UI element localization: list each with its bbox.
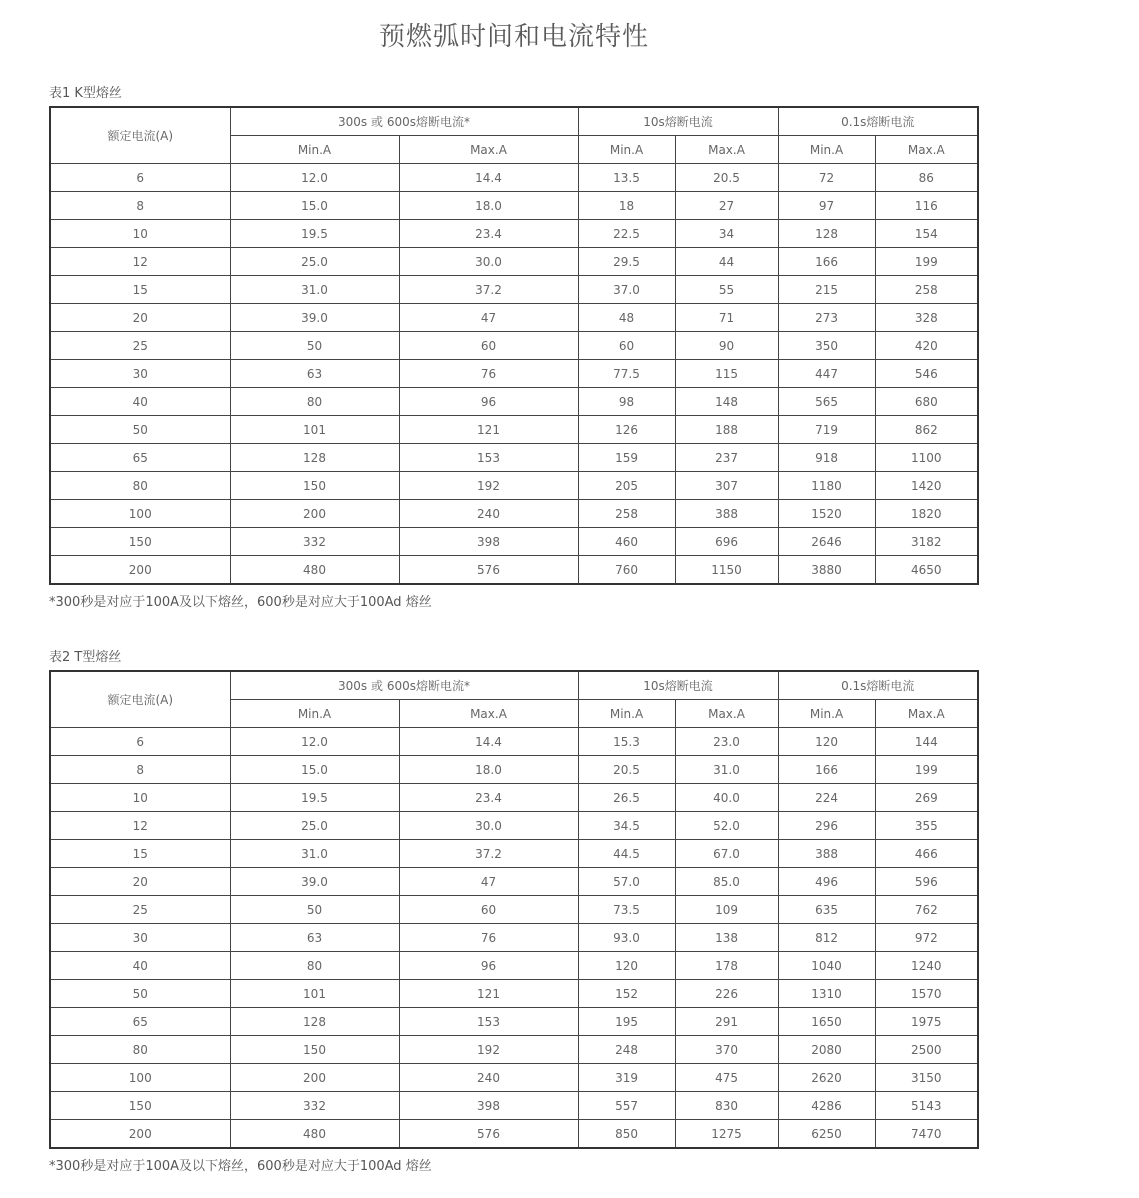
table-cell: 447 — [778, 360, 875, 388]
table-cell: 760 — [578, 556, 675, 585]
table-row — [50, 1036, 978, 1064]
table-cell: 47 — [399, 868, 578, 896]
table-cell: 150 — [230, 472, 399, 500]
header-rated-current: 额定电流(A) — [50, 671, 230, 728]
table-cell: 240 — [399, 500, 578, 528]
table-cell: 37.2 — [399, 276, 578, 304]
table-cell: 37.0 — [578, 276, 675, 304]
table-cell: 398 — [399, 528, 578, 556]
table-cell: 918 — [778, 444, 875, 472]
table-cell: 192 — [399, 472, 578, 500]
table-cell: 34 — [675, 220, 778, 248]
header-min: Min.A — [778, 136, 875, 164]
table-cell: 12.0 — [230, 164, 399, 192]
table-cell: 116 — [875, 192, 978, 220]
table-cell: 205 — [578, 472, 675, 500]
table-row — [50, 1120, 978, 1149]
table-cell: 388 — [675, 500, 778, 528]
table-cell: 60 — [399, 332, 578, 360]
table-cell: 812 — [778, 924, 875, 952]
table-cell: 67.0 — [675, 840, 778, 868]
table-cell: 332 — [230, 1092, 399, 1120]
table-cell: 12.0 — [230, 728, 399, 756]
table-cell: 166 — [778, 248, 875, 276]
table-cell: 98 — [578, 388, 675, 416]
table-cell: 635 — [778, 896, 875, 924]
header-01s-group: 0.1s熔断电流 — [778, 107, 978, 136]
table-cell: 1650 — [778, 1008, 875, 1036]
table-cell: 121 — [399, 980, 578, 1008]
table-cell: 144 — [875, 728, 978, 756]
table-cell: 65 — [50, 444, 230, 472]
table-caption-t: 表2 T型熔丝 — [49, 650, 122, 665]
table-cell: 15 — [50, 840, 230, 868]
table-cell: 3182 — [875, 528, 978, 556]
table-cell: 159 — [578, 444, 675, 472]
table-cell: 178 — [675, 952, 778, 980]
table-cell: 76 — [399, 924, 578, 952]
table-cell: 26.5 — [578, 784, 675, 812]
table-cell: 101 — [230, 980, 399, 1008]
table-cell: 8 — [50, 756, 230, 784]
table-cell: 138 — [675, 924, 778, 952]
table-cell: 596 — [875, 868, 978, 896]
table-cell: 154 — [875, 220, 978, 248]
table-cell: 18.0 — [399, 192, 578, 220]
table-row — [50, 1092, 978, 1120]
table-cell: 862 — [875, 416, 978, 444]
table-body — [50, 164, 978, 585]
table-cell: 37.2 — [399, 840, 578, 868]
table-cell: 18 — [578, 192, 675, 220]
table-cell: 248 — [578, 1036, 675, 1064]
header-max: Max.A — [875, 136, 978, 164]
table-footnote-t: *300秒是对应于100A及以下熔丝，600秒是对应大于100Ad 熔丝 — [49, 1159, 432, 1174]
table-cell: 6 — [50, 728, 230, 756]
table-cell: 199 — [875, 248, 978, 276]
table-cell: 44 — [675, 248, 778, 276]
table-cell: 332 — [230, 528, 399, 556]
table-cell: 370 — [675, 1036, 778, 1064]
table-cell: 121 — [399, 416, 578, 444]
table-cell: 200 — [50, 1120, 230, 1149]
table-cell: 150 — [50, 528, 230, 556]
table-cell: 1180 — [778, 472, 875, 500]
table-cell: 850 — [578, 1120, 675, 1149]
table-cell: 6 — [50, 164, 230, 192]
header-max: Max.A — [399, 136, 578, 164]
table-cell: 200 — [230, 1064, 399, 1092]
table-cell: 4286 — [778, 1092, 875, 1120]
table-cell: 65 — [50, 1008, 230, 1036]
table-cell: 31.0 — [230, 840, 399, 868]
table-cell: 14.4 — [399, 164, 578, 192]
table-cell: 72 — [778, 164, 875, 192]
table-cell: 63 — [230, 924, 399, 952]
header-300s-group: 300s 或 600s熔断电流* — [230, 671, 578, 700]
table-footnote-k: *300秒是对应于100A及以下熔丝，600秒是对应大于100Ad 熔丝 — [49, 595, 432, 610]
table-cell: 31.0 — [675, 756, 778, 784]
table-row — [50, 416, 978, 444]
table-cell: 1040 — [778, 952, 875, 980]
table-cell: 350 — [778, 332, 875, 360]
table-cell: 153 — [399, 1008, 578, 1036]
table-cell: 86 — [875, 164, 978, 192]
table-row — [50, 556, 978, 585]
table-cell: 3880 — [778, 556, 875, 585]
table-cell: 224 — [778, 784, 875, 812]
table-cell: 1240 — [875, 952, 978, 980]
table-cell: 355 — [875, 812, 978, 840]
header-300s-group: 300s 或 600s熔断电流* — [230, 107, 578, 136]
table-cell: 73.5 — [578, 896, 675, 924]
table-cell: 480 — [230, 1120, 399, 1149]
table-cell: 115 — [675, 360, 778, 388]
header-min: Min.A — [230, 136, 399, 164]
table-cell: 30.0 — [399, 248, 578, 276]
header-max: Max.A — [675, 700, 778, 728]
table-cell: 31.0 — [230, 276, 399, 304]
table-cell: 199 — [875, 756, 978, 784]
table-cell: 80 — [230, 388, 399, 416]
table-cell: 23.4 — [399, 784, 578, 812]
table-cell: 128 — [230, 444, 399, 472]
table-cell: 109 — [675, 896, 778, 924]
table-cell: 1420 — [875, 472, 978, 500]
header-min: Min.A — [578, 700, 675, 728]
table-cell: 2500 — [875, 1036, 978, 1064]
table-cell: 71 — [675, 304, 778, 332]
table-cell: 1570 — [875, 980, 978, 1008]
table-row — [50, 784, 978, 812]
table-cell: 80 — [50, 1036, 230, 1064]
table-cell: 20.5 — [578, 756, 675, 784]
table-row — [50, 868, 978, 896]
table-cell: 195 — [578, 1008, 675, 1036]
table-cell: 273 — [778, 304, 875, 332]
table-cell: 328 — [875, 304, 978, 332]
t-fuse-table — [49, 670, 979, 1149]
table-cell: 557 — [578, 1092, 675, 1120]
table-cell: 52.0 — [675, 812, 778, 840]
table-cell: 40 — [50, 952, 230, 980]
table-cell: 1150 — [675, 556, 778, 585]
table-cell: 30 — [50, 360, 230, 388]
header-rated-current: 额定电流(A) — [50, 107, 230, 164]
table-row — [50, 276, 978, 304]
table-cell: 128 — [230, 1008, 399, 1036]
table-cell: 150 — [50, 1092, 230, 1120]
table-cell: 23.4 — [399, 220, 578, 248]
table-cell: 126 — [578, 416, 675, 444]
table-row — [50, 728, 978, 756]
table-cell: 20 — [50, 304, 230, 332]
table-cell: 15.3 — [578, 728, 675, 756]
table-cell: 12 — [50, 812, 230, 840]
table-cell: 50 — [230, 896, 399, 924]
table-cell: 10 — [50, 220, 230, 248]
table-cell: 44.5 — [578, 840, 675, 868]
table-cell: 5143 — [875, 1092, 978, 1120]
table-cell: 576 — [399, 556, 578, 585]
table-cell: 96 — [399, 388, 578, 416]
table-cell: 388 — [778, 840, 875, 868]
table-cell: 150 — [230, 1036, 399, 1064]
table-cell: 200 — [230, 500, 399, 528]
table-cell: 55 — [675, 276, 778, 304]
table-cell: 100 — [50, 1064, 230, 1092]
table-cell: 15.0 — [230, 192, 399, 220]
table-row — [50, 220, 978, 248]
table-cell: 25 — [50, 332, 230, 360]
table-cell: 29.5 — [578, 248, 675, 276]
table-row — [50, 812, 978, 840]
table-cell: 48 — [578, 304, 675, 332]
table-cell: 475 — [675, 1064, 778, 1092]
table-cell: 258 — [578, 500, 675, 528]
table-row — [50, 952, 978, 980]
table-cell: 23.0 — [675, 728, 778, 756]
table-cell: 25.0 — [230, 812, 399, 840]
table-row — [50, 360, 978, 388]
table-cell: 2080 — [778, 1036, 875, 1064]
table-cell: 296 — [778, 812, 875, 840]
table-cell: 76 — [399, 360, 578, 388]
table-cell: 226 — [675, 980, 778, 1008]
table-cell: 100 — [50, 500, 230, 528]
table-cell: 6250 — [778, 1120, 875, 1149]
table-cell: 188 — [675, 416, 778, 444]
table-cell: 576 — [399, 1120, 578, 1149]
table-row — [50, 388, 978, 416]
table-row — [50, 164, 978, 192]
table-row — [50, 840, 978, 868]
table-cell: 215 — [778, 276, 875, 304]
header-min: Min.A — [578, 136, 675, 164]
table-cell: 50 — [50, 416, 230, 444]
header-min: Min.A — [778, 700, 875, 728]
table-cell: 101 — [230, 416, 399, 444]
table-body — [50, 728, 978, 1149]
table-cell: 192 — [399, 1036, 578, 1064]
table-cell: 148 — [675, 388, 778, 416]
table-cell: 258 — [875, 276, 978, 304]
table-cell: 27 — [675, 192, 778, 220]
table-cell: 269 — [875, 784, 978, 812]
table-cell: 496 — [778, 868, 875, 896]
table-cell: 1820 — [875, 500, 978, 528]
table-cell: 97 — [778, 192, 875, 220]
table-cell: 60 — [578, 332, 675, 360]
table-cell: 128 — [778, 220, 875, 248]
header-10s-group: 10s熔断电流 — [578, 671, 778, 700]
k-fuse-table — [49, 106, 979, 585]
table-cell: 19.5 — [230, 784, 399, 812]
table-cell: 3150 — [875, 1064, 978, 1092]
table-cell: 120 — [578, 952, 675, 980]
header-max: Max.A — [399, 700, 578, 728]
table-cell: 466 — [875, 840, 978, 868]
table-cell: 40.0 — [675, 784, 778, 812]
table-cell: 120 — [778, 728, 875, 756]
table-cell: 39.0 — [230, 304, 399, 332]
header-01s-group: 0.1s熔断电流 — [778, 671, 978, 700]
table-cell: 25.0 — [230, 248, 399, 276]
table-cell: 480 — [230, 556, 399, 585]
table-row — [50, 192, 978, 220]
table-cell: 152 — [578, 980, 675, 1008]
table-cell: 307 — [675, 472, 778, 500]
table-row — [50, 980, 978, 1008]
table-row — [50, 248, 978, 276]
table-cell: 460 — [578, 528, 675, 556]
table-cell: 93.0 — [578, 924, 675, 952]
table-cell: 166 — [778, 756, 875, 784]
table-row — [50, 1064, 978, 1092]
table-cell: 13.5 — [578, 164, 675, 192]
table-cell: 20 — [50, 868, 230, 896]
table-cell: 1100 — [875, 444, 978, 472]
table-cell: 7470 — [875, 1120, 978, 1149]
table-row — [50, 444, 978, 472]
table-cell: 60 — [399, 896, 578, 924]
table-cell: 696 — [675, 528, 778, 556]
table-cell: 10 — [50, 784, 230, 812]
table-row — [50, 896, 978, 924]
table-cell: 15 — [50, 276, 230, 304]
table-caption-k: 表1 K型熔丝 — [49, 86, 122, 101]
header-max: Max.A — [875, 700, 978, 728]
table-cell: 153 — [399, 444, 578, 472]
table-cell: 15.0 — [230, 756, 399, 784]
table-row — [50, 528, 978, 556]
table-cell: 34.5 — [578, 812, 675, 840]
table-cell: 90 — [675, 332, 778, 360]
header-10s-group: 10s熔断电流 — [578, 107, 778, 136]
table-cell: 8 — [50, 192, 230, 220]
table-cell: 39.0 — [230, 868, 399, 896]
header-min: Min.A — [230, 700, 399, 728]
table-cell: 63 — [230, 360, 399, 388]
table-cell: 19.5 — [230, 220, 399, 248]
table-row — [50, 500, 978, 528]
table-row — [50, 304, 978, 332]
table-row — [50, 472, 978, 500]
table-cell: 50 — [50, 980, 230, 1008]
table-cell: 20.5 — [675, 164, 778, 192]
table-cell: 47 — [399, 304, 578, 332]
table-row — [50, 332, 978, 360]
table-cell: 22.5 — [578, 220, 675, 248]
table-cell: 2620 — [778, 1064, 875, 1092]
table-cell: 565 — [778, 388, 875, 416]
table-cell: 12 — [50, 248, 230, 276]
table-cell: 4650 — [875, 556, 978, 585]
table-cell: 680 — [875, 388, 978, 416]
table-cell: 96 — [399, 952, 578, 980]
table-cell: 1275 — [675, 1120, 778, 1149]
table-cell: 14.4 — [399, 728, 578, 756]
table-cell: 80 — [230, 952, 399, 980]
table-cell: 50 — [230, 332, 399, 360]
table-cell: 18.0 — [399, 756, 578, 784]
table-cell: 85.0 — [675, 868, 778, 896]
table-cell: 80 — [50, 472, 230, 500]
table-cell: 200 — [50, 556, 230, 585]
table-cell: 830 — [675, 1092, 778, 1120]
table-row — [50, 924, 978, 952]
table-cell: 30.0 — [399, 812, 578, 840]
table-cell: 398 — [399, 1092, 578, 1120]
table-cell: 762 — [875, 896, 978, 924]
table-cell: 972 — [875, 924, 978, 952]
table-cell: 1310 — [778, 980, 875, 1008]
table-row — [50, 756, 978, 784]
header-max: Max.A — [675, 136, 778, 164]
table-cell: 1975 — [875, 1008, 978, 1036]
table-cell: 240 — [399, 1064, 578, 1092]
table-cell: 40 — [50, 388, 230, 416]
table-cell: 25 — [50, 896, 230, 924]
table-cell: 291 — [675, 1008, 778, 1036]
table-cell: 237 — [675, 444, 778, 472]
table-row — [50, 1008, 978, 1036]
table-cell: 77.5 — [578, 360, 675, 388]
table-cell: 319 — [578, 1064, 675, 1092]
table-cell: 420 — [875, 332, 978, 360]
table-cell: 719 — [778, 416, 875, 444]
table-cell: 30 — [50, 924, 230, 952]
page-title: 预燃弧时间和电流特性 — [378, 22, 649, 52]
table-cell: 546 — [875, 360, 978, 388]
table-cell: 57.0 — [578, 868, 675, 896]
table-cell: 1520 — [778, 500, 875, 528]
table-cell: 2646 — [778, 528, 875, 556]
